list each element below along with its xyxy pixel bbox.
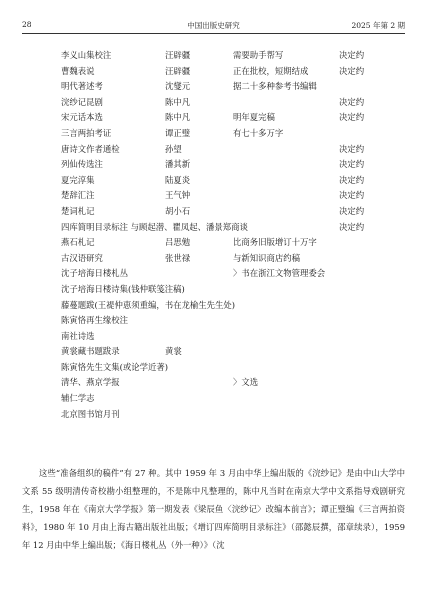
row-person: 吕思勉 <box>165 237 191 248</box>
row-title: 陈寅恪再生缘校注 <box>61 315 128 326</box>
row-decision: 决定约 <box>339 143 365 154</box>
row-title: 黄裳藏书题跋录 <box>61 346 120 357</box>
table-row <box>0 188 427 204</box>
row-person: 谭正璧 <box>165 127 191 138</box>
row-title: 古汉语研究 <box>61 252 103 263</box>
row-title: 李义山集校注 <box>61 50 112 60</box>
row-title: 宋元话本选 <box>61 112 103 123</box>
row-decision: 决定约 <box>339 65 365 76</box>
row-note: 与新知识商店约稿 <box>233 252 300 263</box>
table-row <box>0 110 427 126</box>
table-row <box>0 126 427 142</box>
issue-label: 2025 年第 2 期 <box>351 21 405 30</box>
row-title: 浣纱记昆剧 <box>61 96 103 107</box>
header-rule <box>22 33 405 34</box>
row-note: 〉书在浙江文物管理委会 <box>233 268 326 279</box>
row-title: 四库简明目录标注 与顾起潜、瞿凤起、潘景郑商谈 <box>61 221 248 232</box>
row-decision: 决定约 <box>339 205 365 216</box>
table-row <box>0 329 427 345</box>
row-person: 黄裳 <box>165 346 182 357</box>
row-title: 陈寅恪先生文集(或论学近著) <box>61 361 169 372</box>
row-title: 夏完淳集 <box>61 174 95 185</box>
row-decision: 决定约 <box>339 190 365 201</box>
row-person: 汪辟疆 <box>165 65 191 76</box>
row-title: 三言两拍考证 <box>61 127 112 138</box>
row-title: 藤蔓题跋(王褆仲恵须重编，书在龙榆生先生处) <box>61 299 236 310</box>
table-row <box>0 95 427 111</box>
row-title: 明代著述考 <box>61 81 103 92</box>
row-note: 正在批校，短期结成 <box>233 65 309 76</box>
table-row <box>0 48 427 64</box>
table-row <box>0 142 427 158</box>
table-row <box>0 235 427 251</box>
page-number: 28 <box>22 20 32 29</box>
table-row <box>0 282 427 298</box>
row-person: 陈中凡 <box>165 96 191 107</box>
table-row <box>0 157 427 173</box>
row-title: 列仙传选注 <box>61 159 103 170</box>
row-note: 〉文选 <box>233 377 259 388</box>
row-title: 清华、燕京学报 <box>61 377 120 388</box>
table-row <box>0 251 427 267</box>
body-paragraph: 这些“准备组织的稿件”有 27 种。其中 1959 年 3 月由中华上编出版的《浣纱记》是由中山大学中文系 55 级明清传奇校勘小组整理的，不是陈中凡整理的，陈中凡当时在南京大学中文系指导戏剧研究生，1958 年在《南京大学学报》第一期发表《梁辰鱼〈浣纱记〉改编本前言》；谭正璧编《三言两拍资料》，1980 年 10 月由上海古籍出版社出版；《增订四库简明目录标注》（邵懿辰撰，邵章续录），1959 年 12 月由中华上编出版；《海日楼札丛（外一种）》（沈 <box>22 468 405 551</box>
row-title: 楚词札记 <box>61 205 95 216</box>
row-title: 唐诗文作者通检 <box>61 143 120 154</box>
page-header <box>22 20 405 34</box>
table-row <box>0 344 427 360</box>
row-decision: 决定约 <box>339 50 365 60</box>
row-person: 胡小石 <box>165 205 191 216</box>
table-row <box>0 220 427 236</box>
row-decision: 决定约 <box>339 174 365 185</box>
table-row <box>0 298 427 314</box>
row-title: 北京图书馆月刊 <box>61 408 120 419</box>
table-row <box>0 313 427 329</box>
row-note: 有七十多万字 <box>233 127 284 138</box>
row-title: 南社诗选 <box>61 330 95 341</box>
table-row <box>0 391 427 407</box>
journal-title: 中国出版史研究 <box>187 21 240 30</box>
row-person: 孙望 <box>165 143 182 154</box>
row-decision: 决定约 <box>339 96 365 107</box>
table-row <box>0 375 427 391</box>
row-person: 沈燮元 <box>165 81 191 92</box>
row-title: 沈子培海日楼诗集(钱仲联笺注稿) <box>61 283 185 294</box>
row-person: 汪辟疆 <box>165 50 191 60</box>
manuscript-table <box>0 48 427 422</box>
row-title: 辅仁学志 <box>61 393 95 404</box>
row-title: 沈子培海日楼札丛 <box>61 268 128 279</box>
row-decision: 决定约 <box>339 112 365 123</box>
row-person: 陈中凡 <box>165 112 191 123</box>
row-note: 需要助手帮写 <box>233 50 284 60</box>
row-decision: 决定约 <box>339 221 365 232</box>
table-row <box>0 204 427 220</box>
row-person: 王气钟 <box>165 190 191 201</box>
row-person: 张世禄 <box>165 252 191 263</box>
row-note: 明年夏完稿 <box>233 112 275 123</box>
row-note: 据二十多种参考书编辑 <box>233 81 317 92</box>
row-note: 比商务旧版增订十万字 <box>233 237 317 248</box>
table-row <box>0 173 427 189</box>
row-title: 燕石札记 <box>61 237 95 248</box>
row-person: 潘其新 <box>165 159 191 170</box>
table-row <box>0 64 427 80</box>
row-title: 曹魏表说 <box>61 65 95 76</box>
table-row <box>0 79 427 95</box>
row-person: 陆夏炎 <box>165 174 191 185</box>
table-row <box>0 266 427 282</box>
row-title: 楚辞汇注 <box>61 190 95 201</box>
row-decision: 决定约 <box>339 159 365 170</box>
table-row <box>0 407 427 423</box>
table-row <box>0 360 427 376</box>
